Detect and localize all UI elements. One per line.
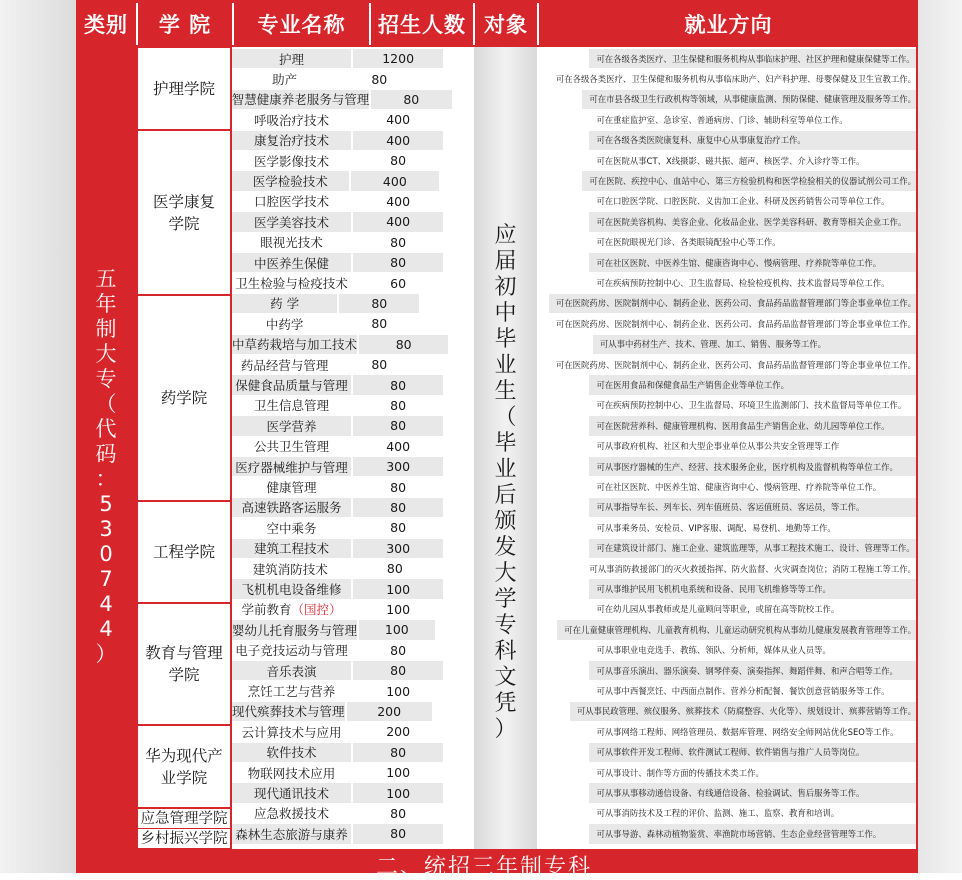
major-name-text: 健康管理 xyxy=(266,480,317,496)
major-name-text: 医疗器械维护与管理 xyxy=(235,459,348,475)
major-name xyxy=(232,69,337,88)
category-label-char: 代 xyxy=(95,417,117,441)
enroll-count: 80 xyxy=(357,335,448,354)
table-row xyxy=(232,416,916,436)
major-name-text: 医学检验技术 xyxy=(252,174,328,190)
college-nursing: 护理学院 xyxy=(138,48,230,129)
category-label-char: 5 xyxy=(99,492,113,516)
enroll-count: 80 xyxy=(351,151,443,170)
college-medical-rehab: 医学康复学院 xyxy=(138,131,230,294)
major-name xyxy=(232,824,351,843)
employment-direction: 可在社区医院、中医养生馆、健康咨询中心、慢病管理、疗养院等单位工作。 xyxy=(587,477,916,496)
major-name xyxy=(232,804,351,823)
major-name-text: 医学营养 xyxy=(266,418,317,434)
employment-direction: 可在医用食品和保健食品生产销售企业等单位工作。 xyxy=(587,375,916,394)
major-name xyxy=(232,314,337,333)
employment-direction: 可在儿童健康管理机构、儿童教育机构、儿童运动研究机构从事幼儿健康发展教育管理等工作。 xyxy=(555,620,916,639)
employment-direction: 可在口腔医学院、口腔医院、义齿加工企业、科研及医药销售公司等单位工作。 xyxy=(587,192,916,211)
enroll-count: 100 xyxy=(351,579,443,598)
table-row xyxy=(232,641,916,661)
table-row xyxy=(232,253,916,273)
enroll-count: 80 xyxy=(369,90,452,109)
table-row xyxy=(232,722,916,742)
category-label-char: 专 xyxy=(95,367,117,391)
major-name xyxy=(232,355,337,374)
enroll-count: 100 xyxy=(351,681,443,700)
table-row xyxy=(232,783,916,803)
category-label xyxy=(96,267,117,667)
category-label-char: 7 xyxy=(99,567,113,591)
employment-direction: 可在医院从事CT、X线摄影、磁共振、超声、核医学、介入诊疗等工作。 xyxy=(587,151,916,170)
enroll-count: 400 xyxy=(351,437,443,456)
major-name-text: 护理 xyxy=(278,51,304,67)
major-name-text: 学前教育 xyxy=(241,602,292,618)
major-name xyxy=(232,743,351,762)
enroll-count: 80 xyxy=(337,355,419,374)
major-name-text: 助产 xyxy=(272,72,298,88)
table-row xyxy=(232,396,916,416)
target-label-char: 届 xyxy=(494,249,517,274)
header-enroll: 招生人数 xyxy=(369,3,473,45)
header-target: 对象 xyxy=(473,3,537,45)
college-education-management: 教育与管理学院 xyxy=(138,604,230,724)
table-row xyxy=(232,90,916,110)
table-row xyxy=(232,824,916,844)
major-name xyxy=(232,641,351,660)
employment-direction: 可在医院药房、医院制剂中心、制药企业、医药公司、食品药品监督管理部门等企事业单位工作。 xyxy=(547,314,916,333)
enroll-count: 100 xyxy=(357,620,435,639)
major-name xyxy=(232,294,337,313)
major-name-text: 卫生信息管理 xyxy=(253,398,329,414)
target-label xyxy=(494,223,516,743)
major-name xyxy=(232,559,349,578)
major-name-text: 口腔医学技术 xyxy=(253,194,329,210)
major-name xyxy=(232,579,351,598)
employment-direction: 可在医院美容机构、美容企业、化妆品企业、医学美容科研、教育等相关企业工作。 xyxy=(587,212,916,231)
employment-direction: 可在各级各类医疗、卫生保健和服务机构从事临床护理、社区护理和健康保健等工作。 xyxy=(587,49,916,68)
employment-direction: 可在市县各级卫生行政机构等领域，从事健康监测、预防保健、健康管理及服务等工作。 xyxy=(580,90,916,109)
enroll-count: 80 xyxy=(351,743,443,762)
national-control-mark: （国控） xyxy=(291,602,342,618)
employment-direction: 可从事消防救援部门的灭火救援指挥、防火监督、火灾调查岗位；消防工程施工等工作。 xyxy=(580,559,916,578)
employment-direction: 可在各级各类医院康复科、康复中心从事康复治疗工作。 xyxy=(587,131,916,150)
major-name-text: 医学美容技术 xyxy=(253,214,329,230)
enroll-count: 80 xyxy=(351,253,443,272)
category-label-char: 五 xyxy=(95,267,117,291)
enroll-count: 400 xyxy=(351,212,443,231)
target-label-char: 毕 xyxy=(494,327,517,352)
table-row xyxy=(232,171,916,191)
employment-direction: 可从事政府机构、社区和大型企事业单位从事公共安全管理等工作 xyxy=(587,437,916,456)
table-row xyxy=(232,702,916,722)
category-column xyxy=(76,47,136,849)
table-row xyxy=(232,131,916,151)
table-row xyxy=(232,559,916,579)
target-label-char: 业 xyxy=(494,457,517,482)
target-label-char: 专 xyxy=(494,613,517,638)
major-name-text: 应急救援技术 xyxy=(253,806,329,822)
major-name-text: 云计算技术与应用 xyxy=(241,724,342,740)
enroll-count: 100 xyxy=(351,763,443,782)
enroll-count: 100 xyxy=(351,783,443,802)
employment-direction: 可在医院、疾控中心、血站中心、第三方检验机构和医学检验相关的仪器试剂公司工作。 xyxy=(580,171,916,190)
employment-direction: 可在医院药房、医院制剂中心、制药企业、医药公司、食品药品监督管理部门等企事业单位工作。 xyxy=(547,355,916,374)
table-row xyxy=(232,620,916,640)
table-row xyxy=(232,273,916,293)
enroll-count: 80 xyxy=(351,375,443,394)
major-name xyxy=(232,233,351,252)
enroll-count: 200 xyxy=(351,722,443,741)
table-row xyxy=(232,192,916,212)
major-name xyxy=(232,457,351,476)
employment-direction: 可在各级各类医疗、卫生保健和服务机构从事临床助产、妇产科护理、母婴保健及卫生宣教工作。 xyxy=(547,69,916,88)
header-category: 类别 xyxy=(76,3,136,45)
enroll-count: 80 xyxy=(349,559,440,578)
major-name-text: 中药学 xyxy=(265,316,304,332)
employment-direction: 可在医院药房、医院制剂中心、制药企业、医药公司、食品药品监督管理部门等企事业单位工作。 xyxy=(547,294,916,313)
enroll-count: 300 xyxy=(351,539,443,558)
table-row xyxy=(232,233,916,253)
table-row xyxy=(232,110,916,130)
table-row xyxy=(232,375,916,395)
enroll-count: 80 xyxy=(351,804,443,823)
target-label-char: 应 xyxy=(494,223,517,248)
employment-direction: 可从事指导车长、列车长、列车值班员、客运值班员、客运员，等工作。 xyxy=(587,498,916,517)
college-emergency-management: 应急管理学院 xyxy=(138,809,230,828)
enroll-count: 80 xyxy=(351,233,443,252)
employment-direction: 可从事乘务员、安检员、VIP客服、调配、易登机、地勤等工作。 xyxy=(587,518,916,537)
major-name-text: 呼吸治疗技术 xyxy=(253,112,329,128)
category-label-char: 3 xyxy=(99,517,113,541)
target-label-char: 凭 xyxy=(494,691,517,716)
table-row xyxy=(232,518,916,538)
employment-direction: 可在社区医院、中医养生馆、健康咨询中心、慢病管理、疗养院等单位工作。 xyxy=(587,253,916,272)
major-name xyxy=(232,335,357,354)
right-border xyxy=(916,47,918,849)
target-label-char: 后 xyxy=(494,483,517,508)
major-name-text: 电子竞技运动与管理 xyxy=(235,643,348,659)
target-label-char: 科 xyxy=(494,639,517,664)
employment-direction: 可从事设计、制作等方面的传播技术类工作。 xyxy=(587,763,916,782)
employment-direction: 可在医院眼视光门诊、各类眼镜配验中心等工作。 xyxy=(587,233,916,252)
table-row xyxy=(232,355,916,375)
major-name xyxy=(232,171,349,190)
employment-direction: 可在医院营养科、健康管理机构、医用食品生产销售企业、幼儿园等单位工作。 xyxy=(587,416,916,435)
major-name xyxy=(232,681,351,700)
enroll-count: 80 xyxy=(351,396,443,415)
target-column xyxy=(474,47,537,849)
employment-direction: 可从事软件开发工程师、软件测试工程师、软件销售与推广人员等岗位。 xyxy=(587,743,916,762)
enroll-count: 400 xyxy=(349,171,440,190)
target-label-char: 颁 xyxy=(494,509,517,534)
category-label-char: 4 xyxy=(99,617,113,641)
footer-heading: 二、统招三年制专科 xyxy=(376,855,593,880)
table-row xyxy=(232,477,916,497)
major-name-text: 烹饪工艺与营养 xyxy=(247,684,336,700)
table-row xyxy=(232,49,916,69)
employment-direction: 可在幼儿园从事教师或是儿童顾问等职业，或留在高等院校工作。 xyxy=(587,600,916,619)
college-pharmacy: 药学院 xyxy=(138,296,230,500)
employment-direction: 可从事从事移动通信设备、有线通信设备、检验调试、售后服务等工作。 xyxy=(587,783,916,802)
table-row xyxy=(232,294,916,314)
table-row xyxy=(232,539,916,559)
enroll-count: 80 xyxy=(351,641,443,660)
major-name xyxy=(232,49,351,68)
category-label-char: 码 xyxy=(95,442,117,466)
major-name-text: 康复治疗技术 xyxy=(253,133,329,149)
major-name-text: 保健食品质量与管理 xyxy=(235,378,348,394)
header-college: 学 院 xyxy=(136,3,232,45)
page-margin-left xyxy=(0,0,76,873)
major-name xyxy=(232,722,351,741)
employment-direction: 可从事导游、森林动植物鉴赏、率渔院市场营销、生态企业经营管理等工作。 xyxy=(587,824,916,843)
table-row xyxy=(232,437,916,457)
category-label-char: 大 xyxy=(95,342,117,366)
employment-direction: 可从事医疗器械的生产、经营、技术服务企业，医疗机构及监督机构等单位工作。 xyxy=(587,457,916,476)
major-name xyxy=(232,90,369,109)
table-row xyxy=(232,763,916,783)
employment-direction: 可在建筑设计部门、施工企业、建筑监理等，从事工程技术施工、设计、管理等工作。 xyxy=(587,539,916,558)
target-label-char: 中 xyxy=(494,301,517,326)
target-label-char: 发 xyxy=(494,535,517,560)
category-label-char: 4 xyxy=(99,592,113,616)
target-label-char: 初 xyxy=(494,275,517,300)
major-name-text: 卫生检验与检疫技术 xyxy=(235,276,348,292)
target-label-char: 文 xyxy=(494,665,517,690)
major-name xyxy=(232,212,351,231)
major-name-text: 高速铁路客运服务 xyxy=(241,500,342,516)
major-name xyxy=(232,783,351,802)
employment-direction: 可从事音乐演出、器乐演奏、钢琴伴奏、演奏指挥、舞蹈伴舞、和声合唱等工作。 xyxy=(587,661,916,680)
table-row xyxy=(232,151,916,171)
employment-direction: 可从事消防技术及工程的评价、监测、施工、监察、教育和培训。 xyxy=(587,804,916,823)
major-name-text: 现代通讯技术 xyxy=(253,786,329,802)
enroll-count: 200 xyxy=(345,702,432,721)
target-label-char: 生 xyxy=(494,379,517,404)
target-label-char: （ xyxy=(494,405,517,430)
major-name xyxy=(232,498,351,517)
major-name-text: 现代殡葬技术与管理 xyxy=(232,704,345,720)
enroll-count: 80 xyxy=(351,518,443,537)
header-major: 专业名称 xyxy=(232,3,369,45)
major-name xyxy=(232,437,351,456)
enroll-count: 400 xyxy=(351,110,443,129)
page-margin-right xyxy=(918,0,962,873)
major-name-text: 建筑消防技术 xyxy=(252,561,328,577)
major-name xyxy=(232,416,351,435)
target-label-char: 业 xyxy=(494,353,517,378)
table-row xyxy=(232,579,916,599)
major-name-text: 医学影像技术 xyxy=(253,153,329,169)
major-name xyxy=(232,253,351,272)
table-row xyxy=(232,600,916,620)
major-name-text: 婴幼儿托育服务与管理 xyxy=(232,622,358,638)
target-label-char: 毕 xyxy=(494,431,517,456)
category-label-char: 制 xyxy=(95,317,117,341)
major-name-text: 音乐表演 xyxy=(266,663,317,679)
table-row xyxy=(232,804,916,824)
employment-direction: 可在重症监护室、急诊室、普通病房、门诊、辅助科室等单位工作。 xyxy=(587,110,916,129)
table-row xyxy=(232,457,916,477)
major-name-text: 飞机机电设备维修 xyxy=(241,582,342,598)
major-name xyxy=(232,131,351,150)
major-name xyxy=(232,477,351,496)
major-name-text: 药品经营与管理 xyxy=(240,357,329,373)
major-name-text: 森林生态旅游与康养 xyxy=(235,826,348,842)
category-label-char: ： xyxy=(95,467,117,491)
table-row xyxy=(232,661,916,681)
table-row xyxy=(232,335,916,355)
enroll-count: 80 xyxy=(351,416,443,435)
major-name-text: 软件技术 xyxy=(266,745,317,761)
major-name xyxy=(232,192,351,211)
enroll-count: 100 xyxy=(351,600,443,619)
employment-direction: 可从事维护民用飞机机电系统和设备、民用飞机维修等等工作。 xyxy=(587,579,916,598)
enroll-count: 80 xyxy=(351,477,443,496)
footer-band xyxy=(76,849,918,880)
employment-direction: 可在疾病预防控制中心、卫生监督局、检验检疫机构、技术监督局等单位工作。 xyxy=(587,273,916,292)
category-label-char: 年 xyxy=(95,292,117,316)
major-name-text: 中草药栽培与加工技术 xyxy=(232,337,358,353)
major-name-text: 药 学 xyxy=(270,296,300,312)
employment-direction: 可从事中药材生产、技术、管理、加工、销售、服务等工作。 xyxy=(591,335,916,354)
target-label-char: 学 xyxy=(494,587,517,612)
table-row xyxy=(232,314,916,334)
major-name xyxy=(232,620,357,639)
enroll-count: 1200 xyxy=(351,49,443,68)
major-name xyxy=(232,375,351,394)
major-name-text: 建筑工程技术 xyxy=(253,541,329,557)
major-name xyxy=(232,273,351,292)
target-label-char: 大 xyxy=(494,561,517,586)
header-employment: 就业方向 xyxy=(537,3,918,45)
table-row xyxy=(232,498,916,518)
table-row xyxy=(232,681,916,701)
employment-direction: 可从事网络工程师、网络管理员、数据库管理、网络安全师网站优化SEO等工作。 xyxy=(587,722,916,741)
major-name xyxy=(232,539,351,558)
major-name-text: 中医养生保健 xyxy=(253,255,329,271)
enroll-count: 80 xyxy=(337,314,419,333)
employment-direction: 可从事中西餐烹饪、中西面点制作、营养分析配餐、餐饮创意营销服务等工作。 xyxy=(587,681,916,700)
enroll-count: 80 xyxy=(351,824,443,843)
category-label-char: 0 xyxy=(99,542,113,566)
table-row xyxy=(232,212,916,232)
enroll-count: 300 xyxy=(351,457,443,476)
major-name-text: 物联网技术应用 xyxy=(247,765,336,781)
major-name xyxy=(232,518,351,537)
enroll-count: 80 xyxy=(351,498,443,517)
table-row xyxy=(232,69,916,89)
major-name xyxy=(232,110,351,129)
major-name xyxy=(232,151,351,170)
major-name xyxy=(232,763,351,782)
employment-direction: 可在疾病预防控制中心、卫生监督局、环境卫生监测部门、技术监督局等单位工作。 xyxy=(587,396,916,415)
major-name-text: 眼视光技术 xyxy=(260,235,323,251)
major-name xyxy=(232,661,351,680)
major-name xyxy=(232,702,345,721)
major-name xyxy=(232,600,351,619)
enroll-count: 400 xyxy=(351,131,443,150)
major-name-text: 智慧健康养老服务与管理 xyxy=(231,92,370,108)
major-name-text: 空中乘务 xyxy=(266,520,317,536)
target-label-char: ） xyxy=(494,717,517,742)
enroll-count: 80 xyxy=(337,294,419,313)
employment-direction: 可从事民政管理、殡仪服务、殡葬技术（防腐整容、火化等）、规划设计、殡葬营销等工作。 xyxy=(568,702,916,721)
major-name-text: 公共卫生管理 xyxy=(253,439,329,455)
major-name xyxy=(232,396,351,415)
college-rural-revitalization: 乡村振兴学院 xyxy=(138,829,230,848)
category-label-char: （ xyxy=(95,392,117,416)
college-engineering: 工程学院 xyxy=(138,502,230,602)
enroll-count: 400 xyxy=(351,192,443,211)
employment-direction: 可从事职业电竞选手、教练、领队、分析师，媒体从业人员等。 xyxy=(587,641,916,660)
enroll-count: 80 xyxy=(337,69,419,88)
table-row xyxy=(232,743,916,763)
enroll-count: 60 xyxy=(351,273,443,292)
college-huawei-industry: 华为现代产业学院 xyxy=(138,726,230,807)
enroll-count: 80 xyxy=(351,661,443,680)
category-label-char: ） xyxy=(95,642,117,666)
